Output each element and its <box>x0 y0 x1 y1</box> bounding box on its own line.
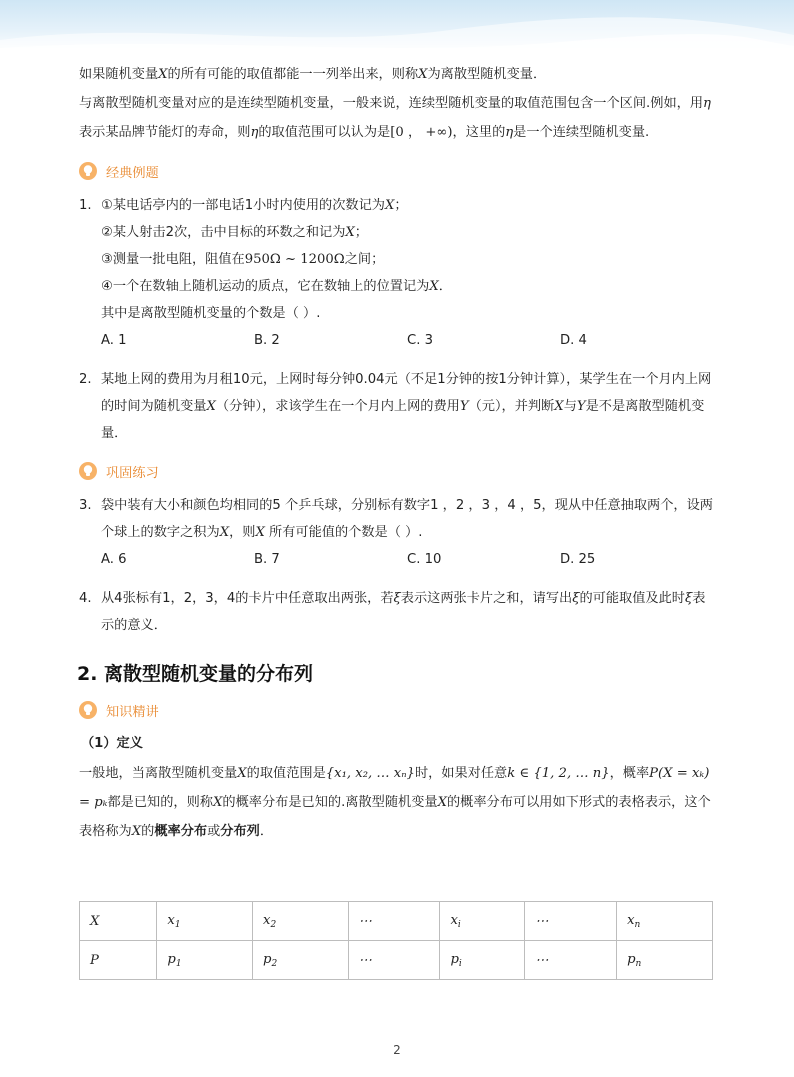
section-title: 知识精讲 <box>106 704 159 720</box>
question-2 <box>79 366 715 447</box>
q1-line-2: ②某人射击2次，击中目标的环数之和记为X； <box>101 225 368 240</box>
q3-text: 袋中装有大小和颜色均相同的5 个乒乓球，分别标有数字1 ，2 ，3 ，4 ，5，现从中任意抽取两个，设两个球上的数字之积为X，则X 所有可能值的个数是（ ）. <box>101 498 713 540</box>
distribution-table <box>79 901 713 980</box>
q1-line-3: ③测量一批电阻，阻值在950Ω ~ 1200Ω之间； <box>101 252 385 267</box>
table-cell: $x_1$ <box>157 902 253 941</box>
section-title: 巩固练习 <box>106 465 159 481</box>
section-title: 经典例题 <box>106 165 159 181</box>
q2-text: 某地上网的费用为月租10元，上网时每分钟0.04元（不足1分钟的按1分钟计算），某学生在一个月内上网的时间为随机变量X（分钟），求该学生在一个月内上网的费用Y（元），并判断X与Y是不是离散型随机变量． <box>101 372 712 441</box>
question-1 <box>79 192 715 354</box>
intro-paragraph-2: 与离散型随机变量对应的是连续型随机变量，一般来说，连续型随机变量的取值范围包含一个区间.例如，用η表示某品牌节能灯的寿命，则η的取值范围可以认为是[0 ， +∞)，这里的η是一个连续型随机变量. <box>79 96 711 140</box>
section-heading: 2. 离散型随机变量的分布列 <box>77 663 314 685</box>
option-a: A. 1 <box>101 333 127 348</box>
option-d: D. 25 <box>560 552 596 567</box>
option-a: A. 6 <box>101 552 127 567</box>
wave-decoration <box>0 0 794 56</box>
question-4 <box>79 585 715 639</box>
table-cell: $p_i$ <box>440 941 525 980</box>
page-content <box>79 60 715 846</box>
q1-line-5: 其中是离散型随机变量的个数是（ ）. <box>101 306 321 321</box>
q1-line-1: ①某电话亭内的一部电话1小时内使用的次数记为X； <box>101 198 408 213</box>
table-cell: $p_2$ <box>253 941 349 980</box>
page-number: 2 <box>393 1043 401 1057</box>
lightbulb-icon <box>79 462 97 480</box>
option-b: B. 2 <box>254 333 280 348</box>
section-examples <box>79 159 715 183</box>
option-c: C. 10 <box>407 552 442 567</box>
table-row <box>80 902 713 941</box>
option-b: B. 7 <box>254 552 280 567</box>
table-row <box>80 941 713 980</box>
table-cell: ⋯ <box>348 902 440 941</box>
section-practice <box>79 459 715 483</box>
header-banner <box>0 0 794 56</box>
lightbulb-icon <box>79 701 97 719</box>
option-c: C. 3 <box>407 333 433 348</box>
q4-text: 从4张标有1，2，3，4的卡片中任意取出两张，若ξ表示这两张卡片之和，请写出ξ的可能取值及此时ξ表示的意义． <box>101 591 706 633</box>
table-cell: $x_2$ <box>253 902 349 941</box>
section-knowledge <box>79 698 715 722</box>
table-row-label: X <box>80 902 157 941</box>
definition-paragraph: 一般地，当离散型随机变量X的取值范围是{x₁, x₂, … xₙ}时，如果对任意k ∈ {1, 2, … n}，概率P(X = xₖ) = pₖ都是已知的，则称X的概率分布是已知的.离散型随机变量X的概率分布可以用如下形式的表格表示，这个表格称为X的概率分布或分布列． <box>79 766 711 839</box>
table-cell: ⋯ <box>348 941 440 980</box>
table-cell: $p_1$ <box>157 941 253 980</box>
lightbulb-icon <box>79 162 97 180</box>
question-number: 2. <box>79 372 92 387</box>
table-cell: ⋯ <box>525 941 617 980</box>
question-number: 4. <box>79 591 92 606</box>
table-cell: $x_i$ <box>440 902 525 941</box>
intro-paragraph-1: 如果随机变量X的所有可能的取值都能一一列举出来，则称X为离散型随机变量． <box>79 67 547 82</box>
table-cell: $x_n$ <box>617 902 713 941</box>
table-cell: ⋯ <box>525 902 617 941</box>
question-number: 3. <box>79 498 92 513</box>
question-number: 1. <box>79 198 92 213</box>
option-d: D. 4 <box>560 333 587 348</box>
definition-title: （1）定义 <box>81 736 143 751</box>
q1-line-4: ④一个在数轴上随机运动的质点，它在数轴上的位置记为X． <box>101 279 452 294</box>
q3-options <box>101 546 715 573</box>
table-cell: $p_n$ <box>617 941 713 980</box>
question-3 <box>79 492 715 573</box>
table-row-label: P <box>80 941 157 980</box>
q1-options <box>101 327 715 354</box>
